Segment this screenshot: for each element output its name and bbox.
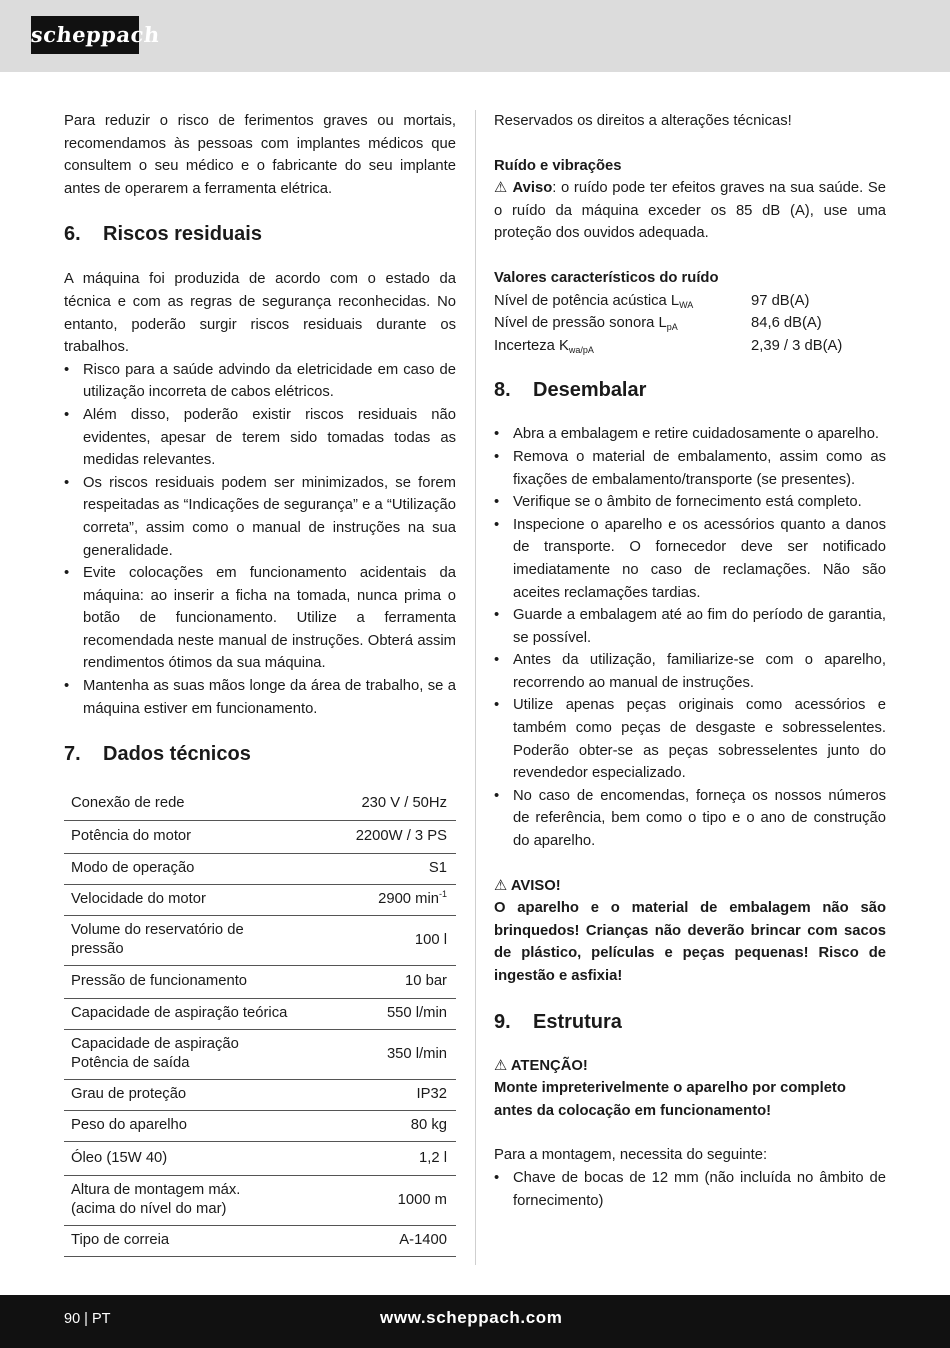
noise-label bbox=[494, 335, 751, 358]
section-number: 7. bbox=[64, 743, 81, 766]
list-item: • Evite colocações em funcionamento acidentais da máquina: ao inserir a ficha na tomada, nunca prima o botão de funcionamento. Utilize a ferramenta recomendada neste manual de instruções. Obterá assim rendimentos ótimos da sua máquina. bbox=[64, 562, 456, 675]
warning-label: Aviso bbox=[512, 180, 553, 197]
section-8-list bbox=[494, 423, 886, 852]
table-row bbox=[64, 915, 456, 965]
spec-value: IP32 bbox=[349, 1079, 456, 1110]
noise-label bbox=[494, 312, 751, 335]
spec-value: 350 l/min bbox=[349, 1029, 456, 1079]
table-row bbox=[64, 853, 456, 884]
table-row bbox=[64, 1225, 456, 1256]
warning-text: : o ruído pode ter efeitos graves na sua saúde. Se o ruído da máquina exceder os 85 dB (A), use uma proteção dos ouvidos adequada. bbox=[494, 180, 886, 242]
section-number: 6. bbox=[64, 223, 81, 246]
spec-value: S1 bbox=[349, 853, 456, 884]
spec-label: Conexão de rede bbox=[64, 787, 349, 820]
noise-value: 2,39 / 3 dB(A) bbox=[751, 337, 843, 354]
list-item: • Inspecione o aparelho e os acessórios quanto a danos de transporte. O fornecedor deve ser notificado imediatamente no caso de reclamações. Não são aceites reclamações tardias. bbox=[494, 514, 886, 604]
header-bar bbox=[0, 0, 950, 72]
list-item: • Risco para a saúde advindo da eletricidade em caso de utilização incorreta de cabos elétricos. bbox=[64, 359, 456, 404]
noise-heading: Ruído e vibrações bbox=[494, 157, 622, 174]
packaging-warning-title bbox=[494, 875, 886, 898]
spec-value-exponent: -1 bbox=[438, 889, 447, 900]
table-row bbox=[64, 1079, 456, 1110]
reserved-rights-text: Reservados os direitos a alterações técnicas! bbox=[494, 113, 792, 129]
spec-label: Peso do aparelho bbox=[64, 1110, 349, 1141]
website-link[interactable]: www.scheppach.com bbox=[380, 1308, 563, 1327]
spec-value: 2200W / 3 PS bbox=[349, 820, 456, 853]
list-item: • Os riscos residuais podem ser minimizados, se forem respeitadas as “Indicações de segurança” e a “Utilização correta”, assim como o manual de instruções na sua generalidade. bbox=[64, 472, 456, 562]
section-title: Dados técnicos bbox=[103, 743, 251, 766]
spec-value-text: 2900 min bbox=[378, 891, 439, 908]
section-number: 8. bbox=[494, 379, 511, 402]
table-row bbox=[64, 884, 456, 915]
table-row bbox=[64, 787, 456, 820]
table-row bbox=[64, 1141, 456, 1175]
section-6-list bbox=[64, 359, 456, 721]
table-row bbox=[64, 998, 456, 1029]
footer-bar bbox=[0, 1295, 950, 1348]
page-number: 90 | PT bbox=[64, 1311, 111, 1327]
packaging-warning-text: O aparelho e o material de embalagem não são brinquedos! Crianças não deverão brincar com sacos de plástico, películas e peças pequenas! Risco de ingestão e asfixia! bbox=[494, 900, 886, 984]
section-9-list bbox=[494, 1167, 886, 1212]
spec-value: 80 kg bbox=[349, 1110, 456, 1141]
left-column bbox=[64, 110, 456, 1257]
table-row bbox=[64, 1110, 456, 1141]
intro-paragraph: Para reduzir o risco de ferimentos graves ou mortais, recomendamos às pessoas com implantes médicos que consultem o seu médico e o fabricante do seu implante antes de operarem a ferramenta elétrica. bbox=[64, 113, 456, 197]
spec-value: 10 bar bbox=[349, 965, 456, 998]
section-9-heading bbox=[494, 1009, 886, 1035]
warning-triangle-icon: ⚠ bbox=[494, 180, 508, 197]
noise-label bbox=[494, 290, 751, 313]
technical-data-table bbox=[64, 787, 456, 1257]
section-title: Riscos residuais bbox=[103, 223, 262, 246]
section-title: Desembalar bbox=[533, 379, 647, 402]
section-8-heading bbox=[494, 377, 886, 403]
list-item: • Antes da utilização, familiarize-se com o aparelho, recorrendo ao manual de instruções. bbox=[494, 649, 886, 694]
list-item: • Verifique se o âmbito de fornecimento está completo. bbox=[494, 491, 886, 514]
table-row bbox=[64, 965, 456, 998]
assembly-intro: Para a montagem, necessita do seguinte: bbox=[494, 1147, 768, 1164]
spec-label: Grau de proteção bbox=[64, 1079, 349, 1110]
spec-value: 230 V / 50Hz bbox=[349, 787, 456, 820]
warning-triangle-icon: ⚠ bbox=[494, 1057, 508, 1074]
spec-label: Pressão de funcionamento bbox=[64, 965, 349, 998]
spec-value: 1000 m bbox=[349, 1175, 456, 1225]
warning-title-text: AVISO! bbox=[510, 877, 561, 894]
attention-title bbox=[494, 1055, 886, 1078]
spec-label: Capacidade de aspiração teórica bbox=[64, 998, 349, 1029]
table-row bbox=[64, 820, 456, 853]
list-item: • Abra a embalagem e retire cuidadosamente o aparelho. bbox=[494, 423, 886, 446]
spec-value: A-1400 bbox=[349, 1225, 456, 1256]
spec-label: Óleo (15W 40) bbox=[64, 1141, 349, 1175]
noise-value: 97 dB(A) bbox=[751, 292, 810, 309]
spec-value bbox=[349, 884, 456, 915]
spec-label: Modo de operação bbox=[64, 853, 349, 884]
spec-value: 100 l bbox=[349, 915, 456, 965]
spec-label: Capacidade de aspiração Potência de saída bbox=[64, 1029, 349, 1079]
spec-label: Potência do motor bbox=[64, 820, 349, 853]
noise-label-subscript: pA bbox=[666, 322, 678, 333]
noise-values-heading: Valores característicos do ruído bbox=[494, 269, 719, 286]
noise-row bbox=[494, 335, 886, 358]
spec-label: Volume do reservatório de pressão bbox=[64, 915, 349, 965]
attention-text: Monte impreterivelmente o aparelho por completo antes da colocação em funcionamento! bbox=[494, 1080, 846, 1119]
table-row bbox=[64, 1175, 456, 1225]
spec-label: Velocidade do motor bbox=[64, 884, 349, 915]
noise-label-subscript: WA bbox=[679, 299, 694, 310]
noise-warning bbox=[494, 177, 886, 245]
attention-title-text: ATENÇÃO! bbox=[510, 1057, 588, 1074]
warning-triangle-icon: ⚠ bbox=[494, 877, 508, 894]
spec-value: 550 l/min bbox=[349, 998, 456, 1029]
noise-row bbox=[494, 312, 886, 335]
noise-label-text: Nível de potência acústica L bbox=[494, 292, 680, 309]
section-6-heading bbox=[64, 221, 456, 247]
list-item: • Chave de bocas de 12 mm (não incluída no âmbito de fornecimento) bbox=[494, 1167, 886, 1212]
list-item: • Remova o material de embalamento, assim como as fixações de embalamento/transporte (se presentes). bbox=[494, 446, 886, 491]
list-item: • Guarde a embalagem até ao fim do período de garantia, se possível. bbox=[494, 604, 886, 649]
right-column bbox=[494, 110, 886, 1212]
brand-logo-text: scheppach bbox=[29, 22, 162, 47]
noise-label-text: Nível de pressão sonora L bbox=[494, 315, 667, 332]
spec-label: Altura de montagem máx. (acima do nível do mar) bbox=[64, 1175, 349, 1225]
column-divider bbox=[475, 110, 476, 1265]
list-item: • Utilize apenas peças originais como acessórios e também como peças de desgaste e sobresselentes. Poderão obter-se as peças sobresselentes junto do revendedor especializado. bbox=[494, 694, 886, 784]
list-item: • Além disso, poderão existir riscos residuais não evidentes, apesar de terem sido tomadas todas as medidas relevantes. bbox=[64, 404, 456, 472]
noise-row bbox=[494, 290, 886, 313]
brand-logo bbox=[29, 16, 162, 54]
noise-value: 84,6 dB(A) bbox=[751, 315, 822, 332]
section-7-heading bbox=[64, 741, 456, 767]
section-6-paragraph: A máquina foi produzida de acordo com o estado da técnica e com as regras de segurança reconhecidas. No entanto, poderão surgir riscos residuais durante os trabalhos. bbox=[64, 271, 456, 356]
section-title: Estrutura bbox=[533, 1010, 622, 1033]
noise-label-subscript: wa/pA bbox=[568, 344, 594, 355]
section-number: 9. bbox=[494, 1010, 511, 1033]
spec-value: 1,2 l bbox=[349, 1141, 456, 1175]
noise-label-text: Incerteza K bbox=[494, 337, 569, 354]
list-item: • Mantenha as suas mãos longe da área de trabalho, se a máquina estiver em funcionamento. bbox=[64, 675, 456, 720]
table-row bbox=[64, 1029, 456, 1079]
spec-label: Tipo de correia bbox=[64, 1225, 349, 1256]
list-item: • No caso de encomendas, forneça os nossos números de referência, bem como o tipo e o ano de construção do aparelho. bbox=[494, 785, 886, 853]
